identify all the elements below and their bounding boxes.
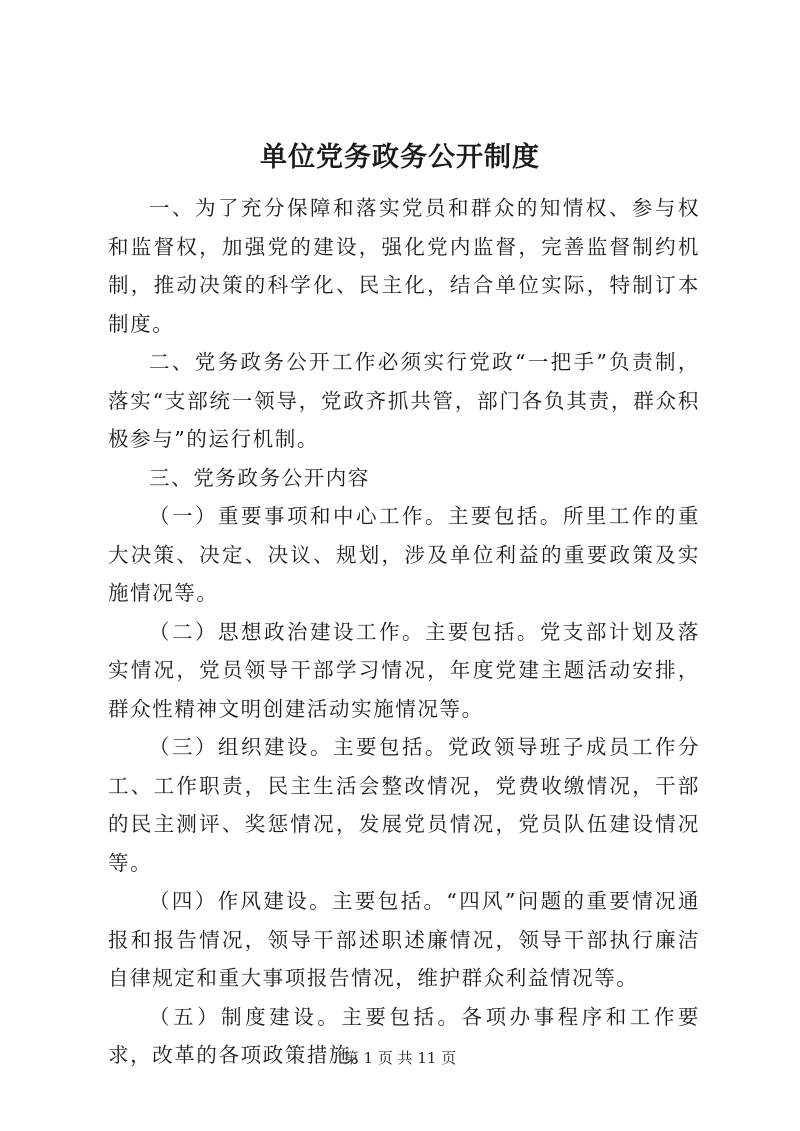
paragraph-2: 二、党务政务公开工作必须实行党政“一把手”负责制，落实“支部统一领导，党政齐抓共管，部门各负其责，群众积极参与”的运行机制。	[108, 350, 700, 451]
paragraph-5: （二）思想政治建设工作。主要包括。党支部计划及落实情况，党员领导干部学习情况，年度党建主题活动安排，群众性精神文明创建活动实施情况等。	[108, 619, 700, 721]
paragraph-3: 三、党务政务公开内容	[149, 465, 370, 490]
paragraph-1: 一、为了充分保障和落实党员和群众的知情权、参与权和监督权，加强党的建设，强化党内监督，完善监督制约机制，推动决策的科学化、民主化，结合单位实际，特制订本制度。	[108, 196, 700, 336]
paragraph-6: （三）组织建设。主要包括。党政领导班子成员工作分工、工作职责，民主生活会整改情况，党费收缴情况，干部的民主测评、奖惩情况，发展党员情况，党员队伍建设情况等。	[108, 735, 700, 875]
paragraph-4: （一）重要事项和中心工作。主要包括。所里工作的重大决策、决定、决议、规划，涉及单位利益的重要政策及实施情况等。	[108, 504, 700, 605]
paragraph-8: （五）制度建设。主要包括。各项办事程序和工作要求，改革的各项政策措施。	[108, 1004, 700, 1067]
document-body	[108, 189, 700, 1075]
page-footer: 第 1 页 共 11 页	[343, 1049, 457, 1067]
paragraph-7: （四）作风建设。主要包括。“四风”问题的重要情况通报和报告情况，领导干部述职述廉情况，领导干部执行廉洁自律规定和重大事项报告情况，维护群众利益情况等。	[108, 889, 700, 990]
document-title: 单位党务政务公开制度	[260, 142, 540, 173]
